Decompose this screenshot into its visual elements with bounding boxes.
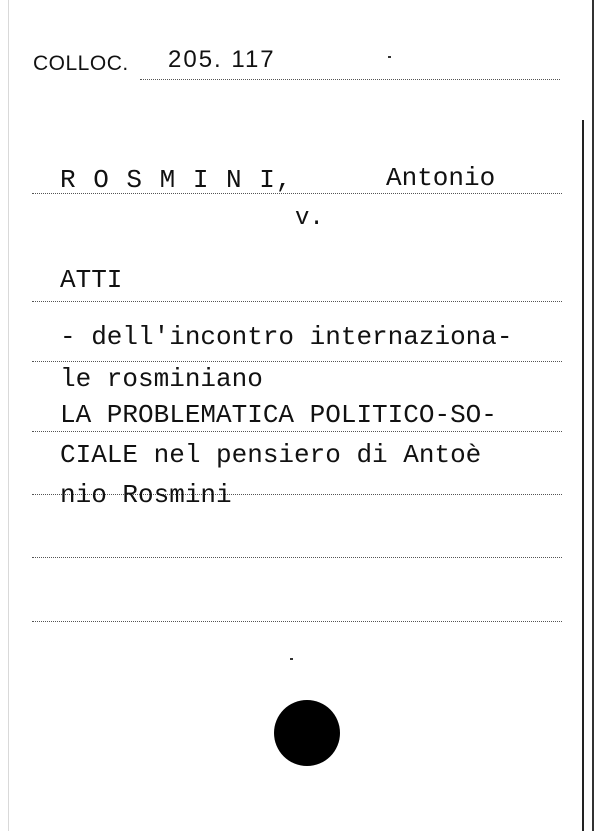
- ink-speck: [290, 658, 293, 660]
- title-line: nio Rosmini: [60, 480, 232, 510]
- title-line: - dell'incontro internaziona-: [60, 322, 513, 352]
- ruled-line: [32, 361, 562, 362]
- author-mark: v.: [295, 205, 324, 232]
- ruled-line: [32, 301, 562, 302]
- title-line: CIALE nel pensiero di Antoè: [60, 440, 482, 470]
- colloc-rule: [140, 79, 560, 80]
- card-left-edge: [8, 0, 9, 831]
- title-line: ATTI: [60, 265, 123, 295]
- card-outer-edge: [592, 0, 594, 831]
- author-rule: [32, 193, 562, 194]
- ruled-line: [32, 431, 562, 432]
- punch-hole: [274, 700, 340, 766]
- author-forename: Antonio: [386, 163, 496, 193]
- colloc-number: 205. 117: [168, 46, 276, 73]
- ink-speck: [388, 56, 391, 58]
- ruled-line: [32, 621, 562, 622]
- colloc-label: COLLOC.: [33, 52, 129, 75]
- title-line: LA PROBLEMATICA POLITICO-SO-: [60, 400, 497, 430]
- ruled-line: [32, 557, 562, 558]
- author-surname: R O S M I N I,: [60, 165, 293, 195]
- card-right-edge: [582, 120, 584, 831]
- title-line: le rosminiano: [60, 364, 263, 394]
